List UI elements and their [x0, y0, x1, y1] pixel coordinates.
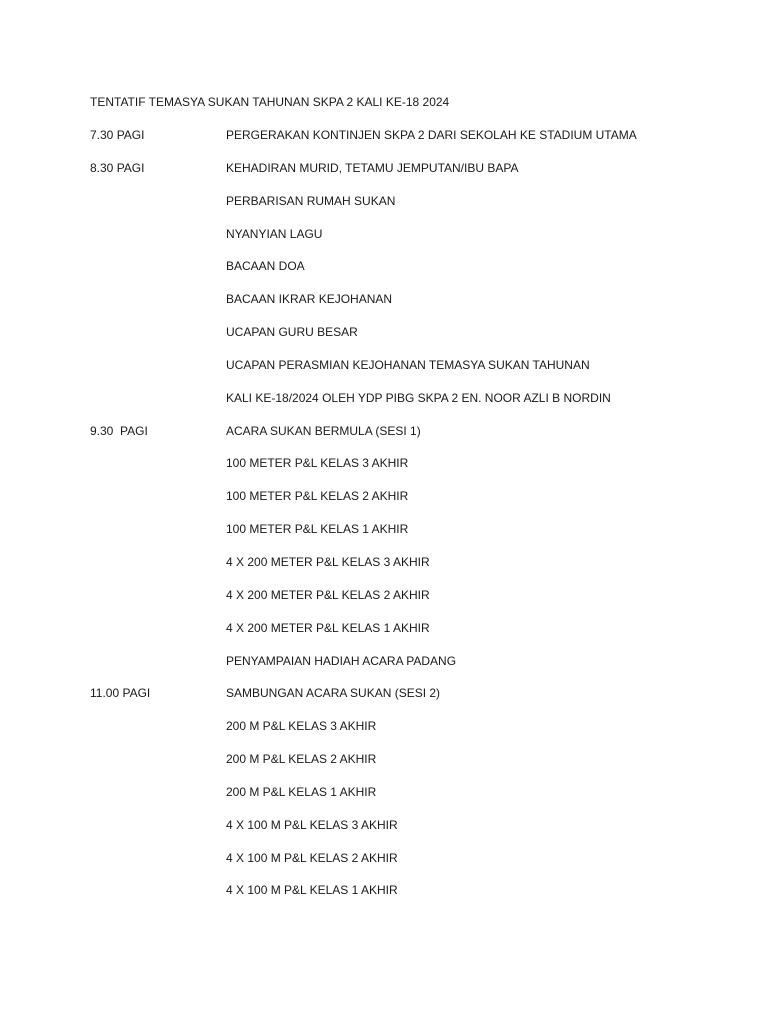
- schedule-item: 4 X 200 METER P&L KELAS 2 AKHIR: [226, 587, 430, 602]
- schedule-row: [90, 424, 730, 457]
- schedule-time: 7.30 PAGI: [90, 128, 145, 142]
- schedule-row: [90, 128, 730, 161]
- schedule-item: 200 M P&L KELAS 3 AKHIR: [226, 719, 377, 734]
- schedule-row: [90, 391, 730, 424]
- schedule-row: [90, 752, 730, 785]
- schedule-row: [90, 555, 730, 588]
- schedule-row: [90, 227, 730, 260]
- schedule-item: 200 M P&L KELAS 1 AKHIR: [226, 784, 377, 799]
- schedule-item: 200 M P&L KELAS 2 AKHIR: [226, 752, 377, 767]
- schedule-item: 4 X 200 METER P&L KELAS 1 AKHIR: [226, 620, 430, 635]
- schedule-row: [90, 456, 730, 489]
- schedule-row: [90, 851, 730, 884]
- schedule-row: [90, 358, 730, 391]
- schedule-row: [90, 489, 730, 522]
- schedule-row: [90, 883, 730, 916]
- schedule-item: PERGERAKAN KONTINJEN SKPA 2 DARI SEKOLAH KE STADIUM UTAMA: [226, 128, 637, 142]
- schedule-row: [90, 686, 730, 719]
- schedule-item: 4 X 100 M P&L KELAS 1 AKHIR: [226, 883, 398, 898]
- schedule-row: [90, 621, 730, 654]
- schedule-item: 100 METER P&L KELAS 2 AKHIR: [226, 489, 409, 504]
- schedule-item: PERBARISAN RUMAH SUKAN: [226, 193, 396, 208]
- schedule-item: KALI KE-18/2024 OLEH YDP PIBG SKPA 2 EN. NOOR AZLI B NORDIN: [226, 390, 611, 405]
- schedule-item: 100 METER P&L KELAS 1 AKHIR: [226, 522, 409, 537]
- schedule-row: [90, 588, 730, 621]
- schedule-time: 8.30 PAGI: [90, 160, 145, 175]
- schedule-item: NYANYIAN LAGU: [226, 226, 323, 241]
- schedule-item: 4 X 100 M P&L KELAS 2 AKHIR: [226, 850, 398, 865]
- schedule-time: 11.00 PAGI: [90, 686, 151, 701]
- schedule-item: BACAAN IKRAR KEJOHANAN: [226, 292, 393, 307]
- schedule-row: [90, 818, 730, 851]
- schedule-row: [90, 522, 730, 555]
- schedule-item: KEHADIRAN MURID, TETAMU JEMPUTAN/IBU BAPA: [226, 160, 519, 175]
- schedule-row: [90, 259, 730, 292]
- schedule-item: SAMBUNGAN ACARA SUKAN (SESI 2): [226, 686, 441, 701]
- schedule-row: [90, 161, 730, 194]
- schedule-item: UCAPAN PERASMIAN KEJOHANAN TEMASYA SUKAN TAHUNAN: [226, 357, 590, 372]
- schedule-list: [90, 128, 730, 916]
- schedule-row: [90, 654, 730, 687]
- schedule-row: [90, 292, 730, 325]
- schedule-item: 4 X 200 METER P&L KELAS 3 AKHIR: [226, 554, 430, 569]
- schedule-row: [90, 325, 730, 358]
- schedule-item: BACAAN DOA: [226, 259, 305, 274]
- schedule-item: 4 X 100 M P&L KELAS 3 AKHIR: [226, 817, 398, 832]
- schedule-item: ACARA SUKAN BERMULA (SESI 1): [226, 423, 421, 438]
- schedule-row: [90, 719, 730, 752]
- schedule-item: 100 METER P&L KELAS 3 AKHIR: [226, 456, 409, 471]
- document-title: TENTATIF TEMASYA SUKAN TAHUNAN SKPA 2 KALI KE-18 2024: [90, 95, 450, 109]
- schedule-row: [90, 785, 730, 818]
- schedule-time: 9.30 PAGI: [90, 423, 148, 438]
- schedule-item: UCAPAN GURU BESAR: [226, 325, 358, 340]
- schedule-row: [90, 194, 730, 227]
- schedule-item: PENYAMPAIAN HADIAH ACARA PADANG: [226, 653, 457, 668]
